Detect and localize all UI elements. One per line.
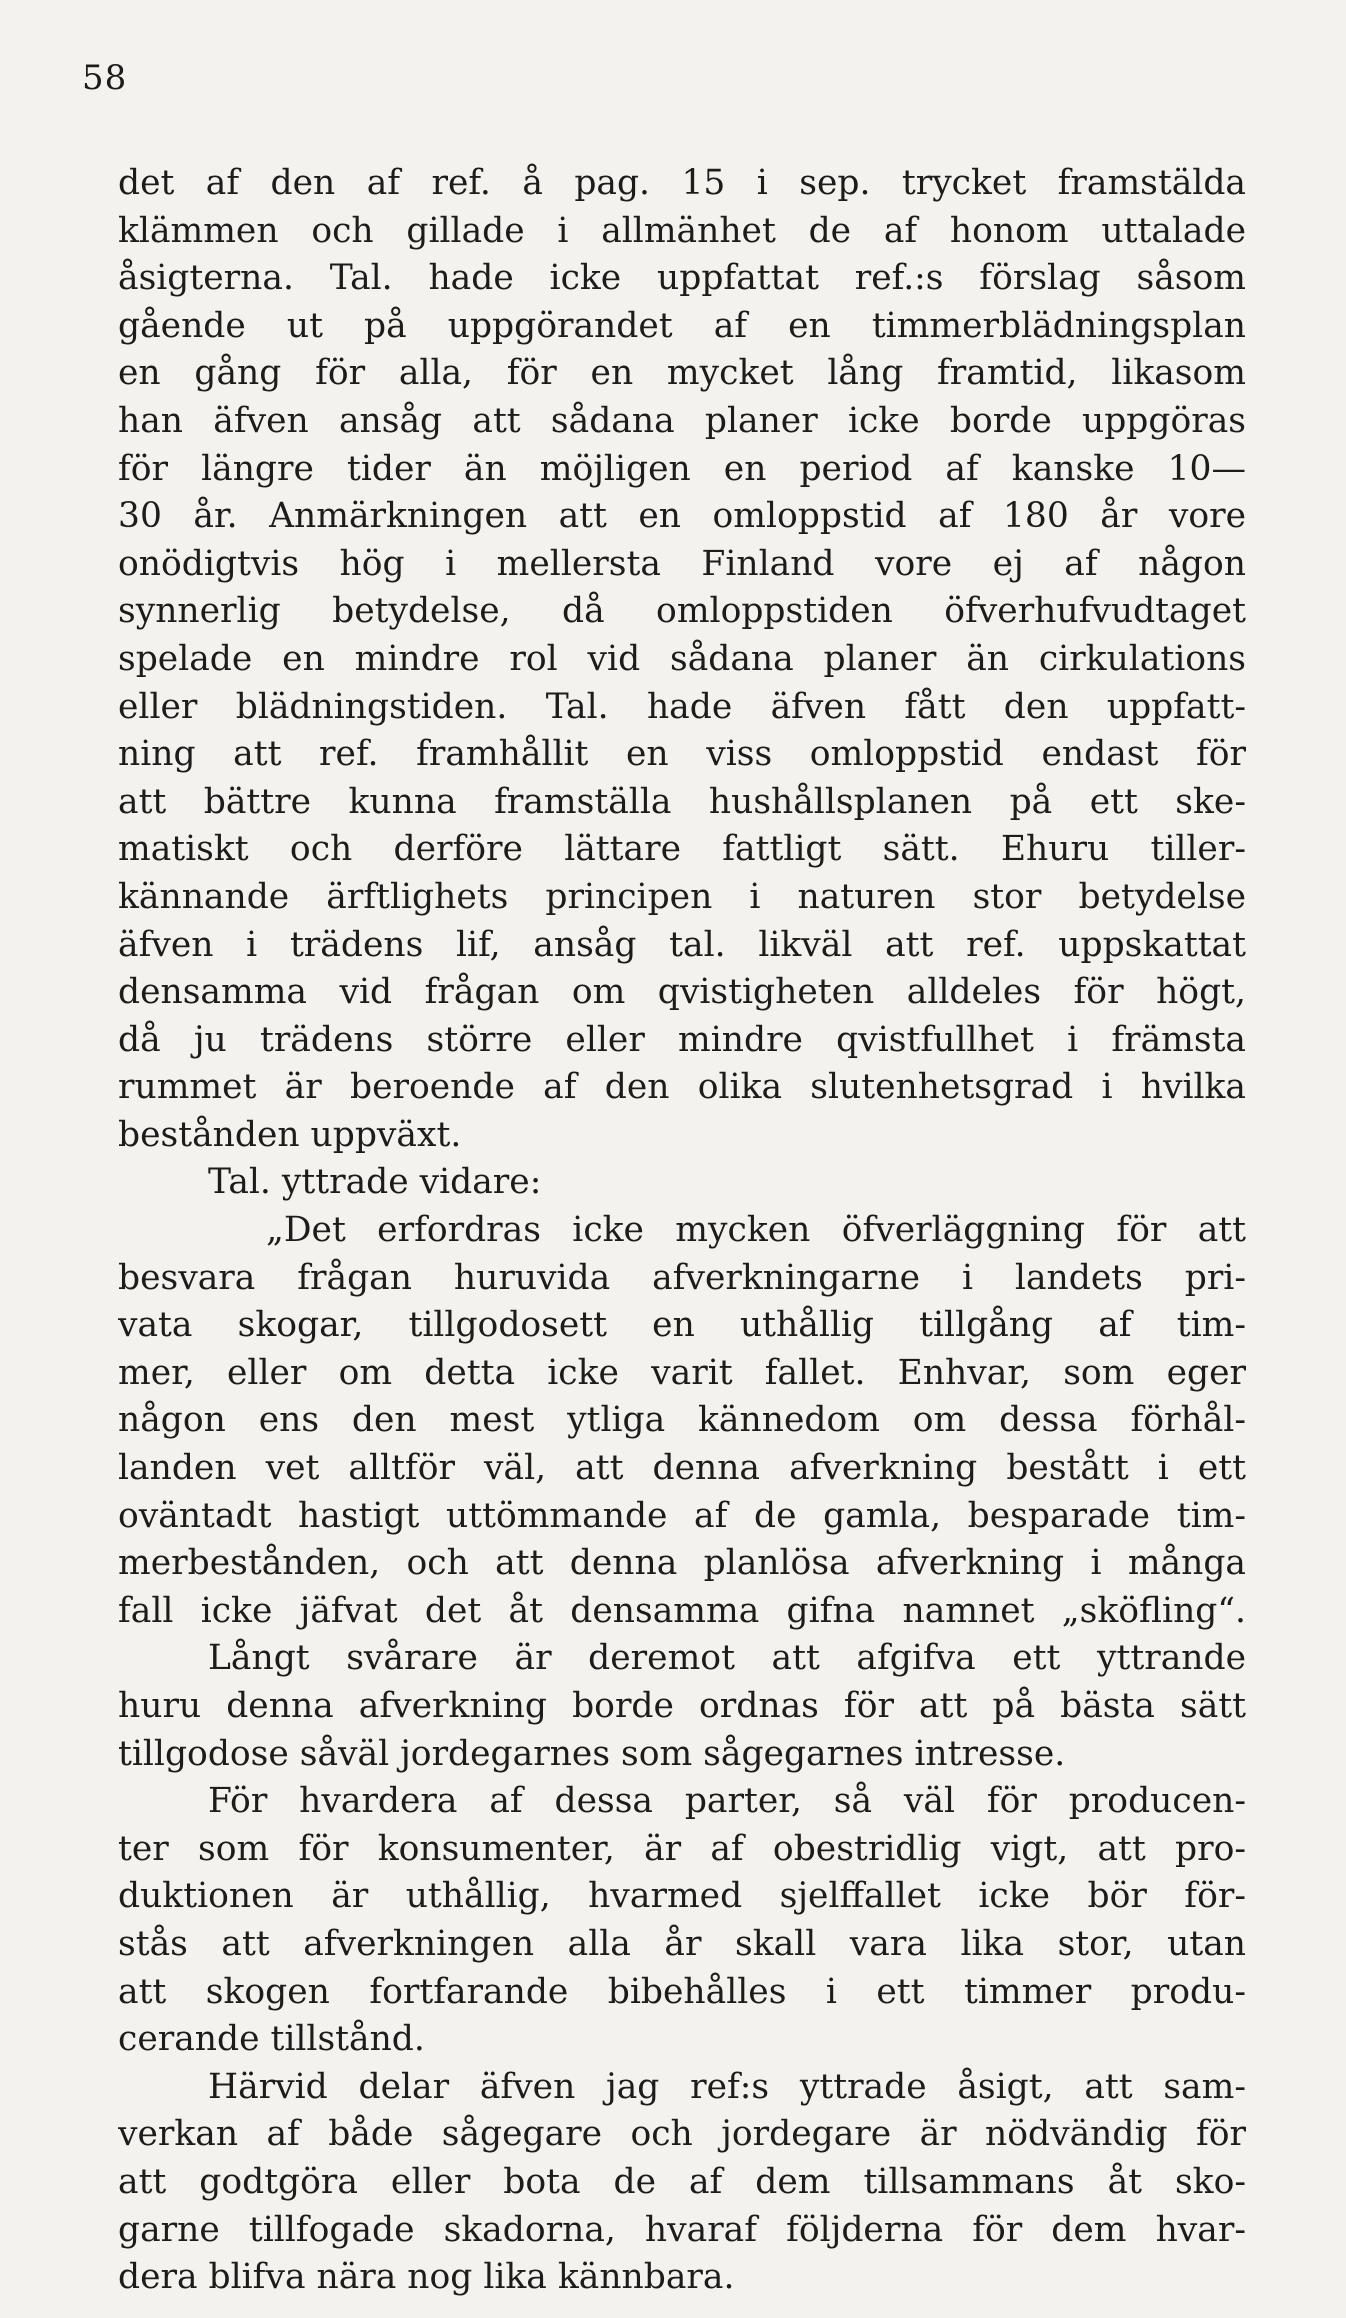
text-line: rummet är beroende af den olika slutenhetsgrad i hvilka (118, 1067, 1246, 1108)
text-line: fall icke jäfvat det åt densamma gifna namnet „sköfling“. (118, 1590, 1246, 1631)
text-line: ter som för konsumenter, är af obestridlig vigt, att pro- (118, 1828, 1246, 1869)
text-line: han äfven ansåg att sådana planer icke borde uppgöras (118, 400, 1246, 441)
text-line: Långt svårare är deremot att afgifva ett yttrande (208, 1638, 1246, 1679)
text-line: vata skogar, tillgodosett en uthållig tillgång af tim- (118, 1305, 1246, 1346)
text-line: synnerlig betydelse, då omloppstiden öfverhufvudtaget (118, 591, 1246, 632)
text-line: verkan af både sågegare och jordegare är nödvändig för (118, 2114, 1246, 2155)
text-line: matiskt och derföre lättare fattligt sätt. Ehuru tiller- (118, 829, 1246, 870)
text-line: då ju trädens större eller mindre qvistfullhet i främsta (118, 1019, 1246, 1060)
text-line: tillgodose såväl jordegarnes som sågegarnes intresse. (118, 1733, 1066, 1774)
text-line: merbestånden, och att denna planlösa afverkning i många (118, 1543, 1246, 1584)
text-line: För hvardera af dessa parter, så väl för producen- (208, 1781, 1246, 1822)
text-line: bestånden uppväxt. (118, 1114, 462, 1155)
text-line: eller blädningstiden. Tal. hade äfven fått den uppfatt- (118, 686, 1246, 727)
text-line: mer, eller om detta icke varit fallet. Enhvar, som eger (118, 1352, 1246, 1393)
text-line: någon ens den mest ytliga kännedom om dessa förhål- (118, 1400, 1246, 1441)
text-line: spelade en mindre rol vid sådana planer än cirkulations (118, 638, 1246, 679)
text-line: ning att ref. framhållit en viss omloppstid endast för (118, 734, 1246, 775)
text-line: gående ut på uppgörandet af en timmerblädningsplan (118, 305, 1246, 346)
text-line: landen vet alltför väl, att denna afverkning bestått i ett (118, 1448, 1246, 1489)
text-line: huru denna afverkning borde ordnas för att på bästa sätt (118, 1686, 1246, 1726)
text-line: besvara frågan huruvida afverkningarne i landets pri- (118, 1257, 1246, 1298)
text-line: Tal. yttrade vidare: (208, 1162, 542, 1203)
text-line: för längre tider än möjligen en period af kanske 10— (118, 448, 1246, 489)
text-line: att bättre kunna framställa hushållsplanen på ett ske- (118, 781, 1246, 822)
text-line: åsigterna. Tal. hade icke uppfattat ref.:s förslag såsom (118, 258, 1246, 299)
text-line: 30 år. Anmärkningen att en omloppstid af 180 år vore (118, 496, 1246, 537)
text-line: stås att afverkningen alla år skall vara lika stor, utan (118, 1923, 1246, 1964)
text-line: kännande ärftlighets principen i naturen stor betydelse (118, 876, 1246, 917)
text-line: oväntadt hastigt uttömmande af de gamla, besparade tim- (118, 1495, 1246, 1536)
text-line: „Det erfordras icke mycken öfverläggning för att (266, 1210, 1246, 1251)
text-line: densamma vid frågan om qvistigheten alldeles för högt, (118, 972, 1246, 1013)
text-line: att godtgöra eller bota de af dem tillsammans åt sko- (118, 2161, 1246, 2202)
page-number: 58 (82, 58, 128, 98)
text-line: att skogen fortfarande bibehålles i ett timmer produ- (118, 1971, 1246, 2012)
text-line: dera blifva nära nog lika kännbara. (118, 2257, 735, 2298)
text-line: det af den af ref. å pag. 15 i sep. trycket framstälda (118, 163, 1246, 203)
text-line: en gång för alla, för en mycket lång framtid, likasom (118, 353, 1246, 394)
text-line: äfven i trädens lif, ansåg tal. likväl att ref. uppskattat (118, 924, 1246, 965)
text-line: duktionen är uthållig, hvarmed sjelffallet icke bör för- (118, 1876, 1246, 1917)
text-line: cerande tillstånd. (118, 2019, 425, 2060)
body-text (118, 160, 1246, 2302)
text-line: klämmen och gillade i allmänhet de af honom uttalade (118, 210, 1246, 251)
text-line: onödigtvis hög i mellersta Finland vore ej af någon (118, 543, 1246, 584)
text-line: garne tillfogade skadorna, hvaraf följderna för dem hvar- (118, 2209, 1246, 2250)
text-line: Härvid delar äfven jag ref:s yttrade åsigt, att sam- (208, 2066, 1246, 2107)
